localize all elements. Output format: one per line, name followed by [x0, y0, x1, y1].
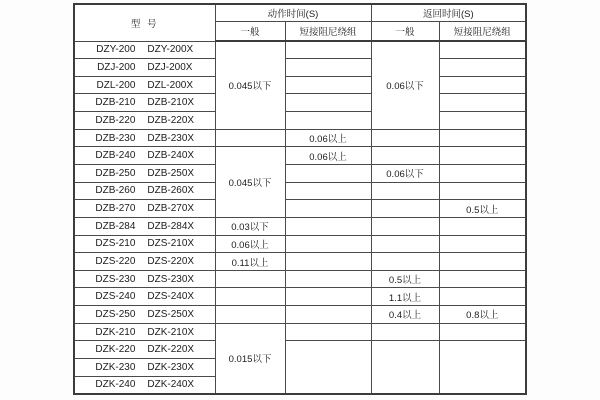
- return-damping-cell: [439, 76, 526, 94]
- model-name: DZS-220: [95, 256, 136, 267]
- return-damping-cell: [439, 288, 526, 306]
- model-cell: [74, 182, 215, 200]
- action-general-cell: [215, 306, 285, 324]
- model-name: DZJ-200: [97, 61, 136, 73]
- return-general-cell: [371, 200, 439, 218]
- model-name: DZS-210X: [147, 238, 195, 250]
- header-return-general: 一般: [371, 22, 439, 42]
- model-name: DZS-230X: [147, 273, 195, 285]
- table-body: [74, 41, 526, 394]
- action-general-cell: 0.11以上: [215, 253, 285, 271]
- model-name: DZB-230X: [147, 132, 195, 144]
- action-damping-cell: [285, 253, 371, 271]
- return-general-cell: [371, 341, 439, 394]
- relay-spec-table: [73, 3, 527, 395]
- model-name: DZK-230X: [147, 361, 195, 373]
- model-name: DZB-270: [95, 203, 136, 215]
- return-damping-cell: [439, 217, 526, 235]
- return-damping-cell: [439, 182, 526, 200]
- action-damping-cell: [285, 341, 371, 394]
- model-name: DZB-260X: [147, 185, 195, 197]
- table-row: [74, 164, 526, 182]
- return-damping-cell: [439, 341, 526, 394]
- action-general-cell: 0.03以下: [215, 217, 285, 235]
- model-name: DZJ-200X: [147, 61, 193, 73]
- header-return-damping: 短接阻尼绕组: [439, 22, 526, 42]
- model-name: DZL-200X: [147, 79, 193, 91]
- return-damping-cell: [439, 147, 526, 165]
- model-name: DZB-220: [95, 114, 136, 126]
- model-cell: [74, 253, 215, 271]
- model-cell: [74, 41, 215, 59]
- model-name: DZK-210X: [147, 326, 195, 338]
- header-return-time: 返回时间(S): [371, 4, 526, 22]
- action-damping-cell: [285, 323, 371, 341]
- model-cell: [74, 288, 215, 306]
- model-cell: [74, 164, 215, 182]
- model-cell: [74, 376, 215, 394]
- return-damping-cell: [439, 323, 526, 341]
- return-damping-cell: [439, 164, 526, 182]
- model-name: DZB-250X: [147, 167, 195, 179]
- action-damping-cell: 0.06以上: [285, 129, 371, 147]
- return-damping-cell: 0.5以上: [439, 200, 526, 218]
- return-general-cell: 0.4以上: [371, 306, 439, 324]
- model-name: DZB-240: [95, 150, 136, 162]
- header-action-time: 动作时间(S): [215, 4, 371, 22]
- action-general-cell: 0.045以下: [215, 147, 285, 218]
- model-name: DZS-240: [95, 291, 136, 303]
- model-name: DZB-260: [95, 185, 136, 197]
- model-name: DZB-210X: [147, 97, 195, 109]
- action-damping-cell: 0.06以上: [285, 147, 371, 165]
- model-cell: [74, 270, 215, 288]
- table-row: [74, 147, 526, 165]
- model-cell: [74, 76, 215, 94]
- model-name: DZK-240X: [147, 379, 195, 391]
- model-name: DZS-240X: [147, 291, 195, 303]
- return-damping-cell: 0.8以上: [439, 306, 526, 324]
- model-name: DZB-230: [95, 132, 136, 144]
- action-damping-cell: [285, 94, 371, 112]
- action-damping-cell: [285, 235, 371, 253]
- header-action-damping: 短接阻尼绕组: [285, 22, 371, 42]
- return-general-cell: [371, 217, 439, 235]
- return-general-cell: [371, 182, 439, 200]
- action-damping-cell: [285, 288, 371, 306]
- action-general-cell: 0.015以下: [215, 323, 285, 394]
- return-damping-cell: [439, 41, 526, 59]
- model-cell: [74, 306, 215, 324]
- header-action-general: 一般: [215, 22, 285, 42]
- model-name: DZB-270X: [147, 203, 195, 215]
- model-name: DZL-200: [96, 79, 136, 91]
- model-cell: [74, 359, 215, 377]
- table-row: [74, 112, 526, 130]
- model-name: DZK-240: [95, 379, 136, 391]
- model-name: DZK-230: [95, 361, 136, 373]
- action-damping-cell: [285, 59, 371, 77]
- table-row: [74, 235, 526, 253]
- action-damping-cell: [285, 200, 371, 218]
- model-name: DZY-200: [96, 44, 136, 56]
- action-damping-cell: [285, 112, 371, 130]
- return-damping-cell: [439, 235, 526, 253]
- model-name: DZS-210: [95, 238, 136, 250]
- table-row: [74, 41, 526, 59]
- action-general-cell: 0.06以上: [215, 235, 285, 253]
- model-name: DZK-210: [95, 326, 136, 338]
- table-row: [74, 217, 526, 235]
- table-row: [74, 323, 526, 341]
- return-general-cell: [371, 253, 439, 271]
- table-row: [74, 253, 526, 271]
- return-damping-cell: [439, 270, 526, 288]
- table-header: [74, 4, 526, 41]
- action-general-cell: [215, 270, 285, 288]
- model-name: DZB-250: [95, 167, 136, 179]
- action-damping-cell: [285, 270, 371, 288]
- action-damping-cell: [285, 217, 371, 235]
- model-name: DZB-284: [95, 220, 136, 232]
- model-cell: [74, 59, 215, 77]
- action-damping-cell: [285, 41, 371, 59]
- return-damping-cell: [439, 129, 526, 147]
- model-cell: [74, 94, 215, 112]
- model-name: DZS-250X: [147, 308, 195, 320]
- table-row: [74, 129, 526, 147]
- model-cell: [74, 341, 215, 359]
- return-damping-cell: [439, 253, 526, 271]
- model-name: DZY-200X: [147, 44, 194, 56]
- model-cell: [74, 147, 215, 165]
- return-damping-cell: [439, 112, 526, 130]
- model-cell: [74, 235, 215, 253]
- action-general-cell: [215, 129, 285, 147]
- model-name: DZB-284X: [147, 220, 195, 232]
- return-general-cell: [371, 323, 439, 341]
- table-row: [74, 182, 526, 200]
- table-row: [74, 306, 526, 324]
- return-general-cell: [371, 129, 439, 147]
- action-damping-cell: [285, 306, 371, 324]
- model-name: DZB-220X: [147, 114, 195, 126]
- table-row: [74, 341, 526, 359]
- model-cell: [74, 112, 215, 130]
- table-row: [74, 288, 526, 306]
- model-cell: [74, 129, 215, 147]
- model-name: DZS-220X: [147, 256, 195, 267]
- return-general-cell: [371, 235, 439, 253]
- header-model: 型 号: [74, 4, 215, 41]
- table-row: [74, 270, 526, 288]
- action-damping-cell: [285, 76, 371, 94]
- model-name: DZS-230: [95, 273, 136, 285]
- return-general-cell: 0.06以下: [371, 41, 439, 129]
- return-damping-cell: [439, 94, 526, 112]
- return-general-cell: [371, 147, 439, 165]
- table-row: [74, 59, 526, 77]
- action-damping-cell: [285, 182, 371, 200]
- model-cell: [74, 323, 215, 341]
- table-row: [74, 200, 526, 218]
- return-damping-cell: [439, 59, 526, 77]
- model-name: DZK-220: [95, 344, 136, 356]
- model-name: DZB-210: [95, 97, 136, 109]
- model-name: DZS-250: [95, 308, 136, 320]
- table-row: [74, 94, 526, 112]
- return-general-cell: 1.1以上: [371, 288, 439, 306]
- model-name: DZB-240X: [147, 150, 195, 162]
- table-row: [74, 76, 526, 94]
- action-general-cell: [215, 288, 285, 306]
- action-general-cell: 0.045以下: [215, 41, 285, 129]
- model-cell: [74, 217, 215, 235]
- model-name: DZK-220X: [147, 344, 195, 356]
- return-general-cell: 0.5以上: [371, 270, 439, 288]
- model-cell: [74, 200, 215, 218]
- return-general-cell: 0.06以下: [371, 164, 439, 182]
- action-damping-cell: [285, 164, 371, 182]
